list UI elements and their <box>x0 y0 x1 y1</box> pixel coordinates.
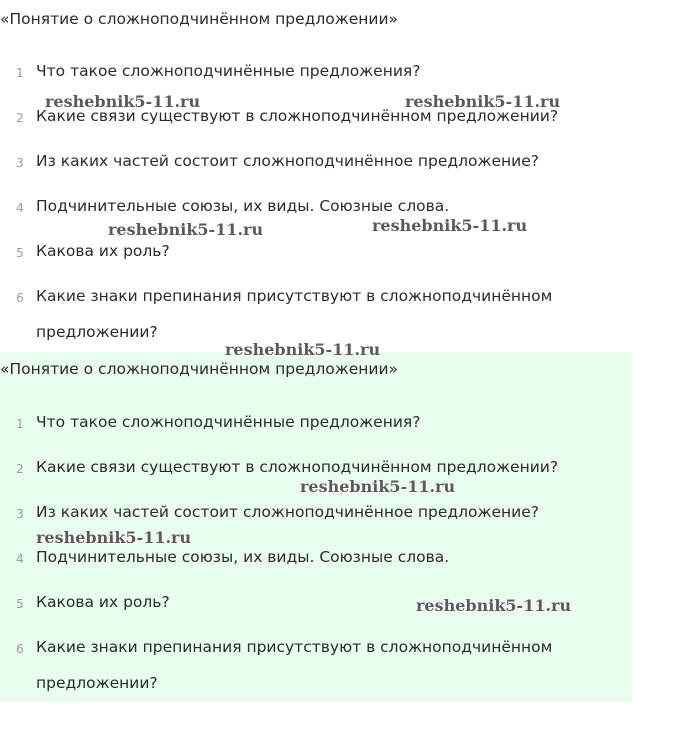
question-section-1 <box>0 0 680 352</box>
watermark-text: reshebnik5-11.ru <box>416 596 572 615</box>
question-text: Какие знаки препинания присутствуют в сложноподчинённом предложении? <box>36 638 553 692</box>
item-number: 1 <box>16 417 24 431</box>
question-text: Подчинительные союзы, их виды. Союзные слова. <box>36 548 450 566</box>
watermark-text: reshebnik5-11.ru <box>108 220 264 239</box>
question-text: Какие знаки препинания присутствуют в сложноподчинённом предложении? <box>36 287 553 341</box>
question-text: Из каких частей состоит сложноподчинённое предложение? <box>36 503 540 521</box>
item-number: 5 <box>16 597 24 611</box>
watermark-text: reshebnik5-11.ru <box>45 92 201 111</box>
watermark-text: reshebnik5-11.ru <box>300 477 456 496</box>
item-number: 6 <box>16 642 24 656</box>
question-text: Какова их роль? <box>36 242 170 260</box>
item-number: 2 <box>16 111 24 125</box>
section-heading: «Понятие о сложноподчинённом предложении» <box>0 10 399 28</box>
question-section-2 <box>0 352 632 702</box>
question-text: Какие связи существуют в сложноподчинённом предложении? <box>36 107 559 125</box>
question-text: Что такое сложноподчинённые предложения? <box>36 413 421 431</box>
question-text: Из каких частей состоит сложноподчинённое предложение? <box>36 152 540 170</box>
watermark-text: reshebnik5-11.ru <box>372 216 528 235</box>
watermark-text: reshebnik5-11.ru <box>225 340 381 359</box>
item-number: 4 <box>16 552 24 566</box>
item-number: 3 <box>16 507 24 521</box>
question-text: Подчинительные союзы, их виды. Союзные слова. <box>36 197 450 215</box>
item-number: 3 <box>16 156 24 170</box>
item-number: 6 <box>16 291 24 305</box>
question-text: Что такое сложноподчинённые предложения? <box>36 62 421 80</box>
watermark-text: reshebnik5-11.ru <box>405 92 561 111</box>
item-number: 2 <box>16 462 24 476</box>
section-heading: «Понятие о сложноподчинённом предложении» <box>0 360 399 378</box>
item-number: 4 <box>16 201 24 215</box>
question-text: Какова их роль? <box>36 593 170 611</box>
item-number: 5 <box>16 246 24 260</box>
item-number: 1 <box>16 66 24 80</box>
question-text: Какие связи существуют в сложноподчинённом предложении? <box>36 458 559 476</box>
watermark-text: reshebnik5-11.ru <box>36 528 192 547</box>
